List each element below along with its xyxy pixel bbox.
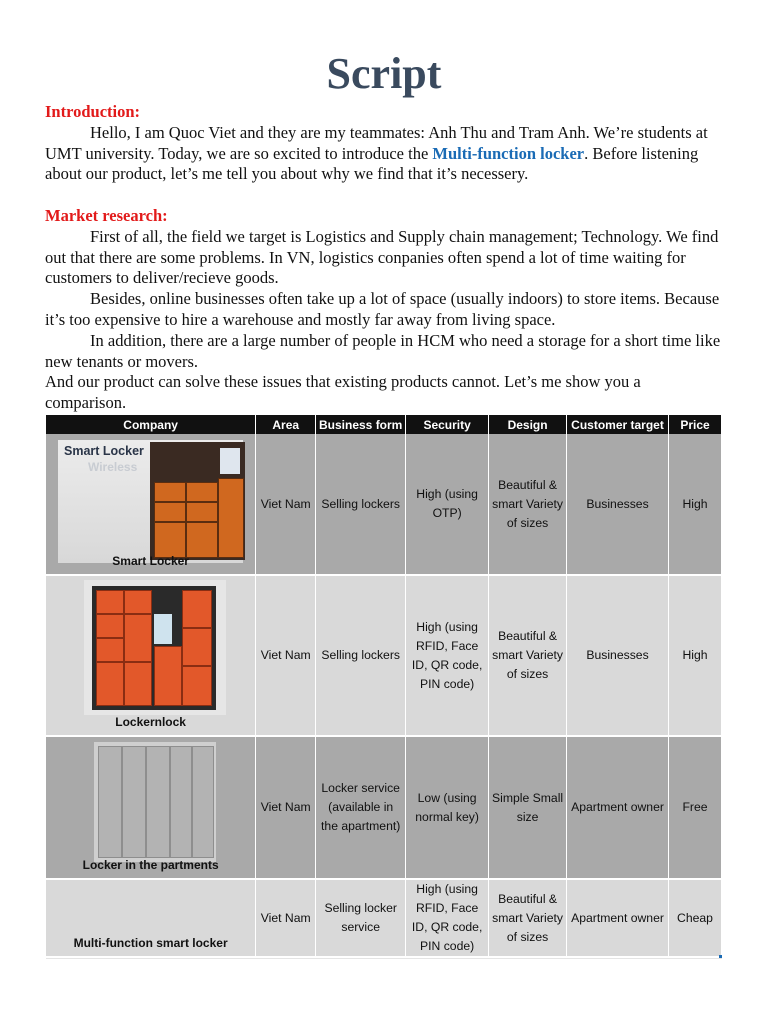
company-name: Smart Locker [112,554,189,568]
company-cell [46,736,256,879]
design-cell: Simple Small size [489,736,567,879]
smart-locker-image [58,440,243,563]
price-cell: Free [668,736,721,879]
table-row [46,879,722,957]
company-name: Lockernlock [115,715,186,729]
product-name-highlight: Multi-function locker [432,143,585,163]
market-paragraph-1: First of all, the field we target is Logistics and Supply chain management; Technology. We find out that there are some problems. In VN, logistics conpanies often spend a lot of time waiting for customers to deliver/recieve goods. [45,226,719,288]
business-cell: Selling locker service [316,879,406,957]
header-security: Security [406,415,489,434]
company-name: Locker in the partments [82,858,219,872]
intro-text: Hello, I am Quoc Viet and they are my teammates: Anh Thu and Tram Anh. We’re students at UMT university. Today, we are so excited to introduce the [45,122,708,163]
introduction-paragraph [45,123,725,185]
header-customer-target: Customer target [567,415,669,434]
design-cell: Beautiful & smart Variety of sizes [489,575,567,736]
market-research-heading: Market research: [45,206,168,225]
business-cell: Selling lockers [316,575,406,736]
price-cell: High [668,434,721,575]
design-cell: Beautiful & smart Variety of sizes [489,434,567,575]
comparison-table [46,415,722,958]
security-cell: High (using OTP) [406,434,489,575]
table-row [46,575,722,736]
security-cell: High (using RFID, Face ID, QR code, PIN code) [406,879,489,957]
image-sublabel: Wireless [88,460,138,474]
company-cell [46,434,256,575]
security-cell: High (using RFID, Face ID, QR code, PIN code) [406,575,489,736]
market-paragraph-3: In addition, there are a large number of people in HCM who need a storage for a short time like new tenants or movers. [45,330,721,371]
image-label: Smart Locker [64,444,144,458]
intro-text-end: . Before listening about our product, let’s me tell you about why we find that it’s necessery. [45,143,699,184]
market-research-section [45,206,725,414]
business-cell: Selling lockers [316,434,406,575]
page-title: Script [326,49,442,98]
price-cell: Cheap [668,879,721,957]
target-cell: Apartment owner [567,879,669,957]
locker-unit-shape [150,442,245,560]
header-business-form: Business form [316,415,406,434]
introduction-section [45,102,725,185]
target-cell: Apartment owner [567,736,669,879]
price-cell: High [668,575,721,736]
header-design: Design [489,415,567,434]
header-area: Area [256,415,316,434]
introduction-heading: Introduction: [45,102,141,121]
table-header-row [46,415,722,434]
market-paragraph-2: Besides, online businesses often take up a lot of space (usually indoors) to store items. Because it’s too expensive to hire a warehouse and mostly far away from living space. [45,289,720,329]
target-cell: Businesses [567,575,669,736]
lockernlock-image [84,580,226,715]
area-cell: Viet Nam [256,736,316,879]
area-cell: Viet Nam [256,434,316,575]
company-cell [46,879,256,957]
design-cell: Beautiful & smart Variety of sizes [489,879,567,957]
table-bottom-rule [46,958,722,959]
area-cell: Viet Nam [256,879,316,957]
target-cell: Businesses [567,434,669,575]
business-cell: Locker service (available in the apartment) [316,736,406,879]
area-cell: Viet Nam [256,575,316,736]
company-cell [46,575,256,736]
security-cell: Low (using normal key) [406,736,489,879]
company-name: Multi-function smart locker [73,936,228,950]
table-row [46,434,722,575]
table-corner-mark [719,955,722,958]
header-company: Company [46,415,256,434]
header-price: Price [668,415,721,434]
table-row [46,736,722,879]
market-paragraph-4: And our product can solve these issues that existing products cannot. Let’s me show you a comparison. [45,372,641,413]
apartment-locker-image [94,742,216,862]
